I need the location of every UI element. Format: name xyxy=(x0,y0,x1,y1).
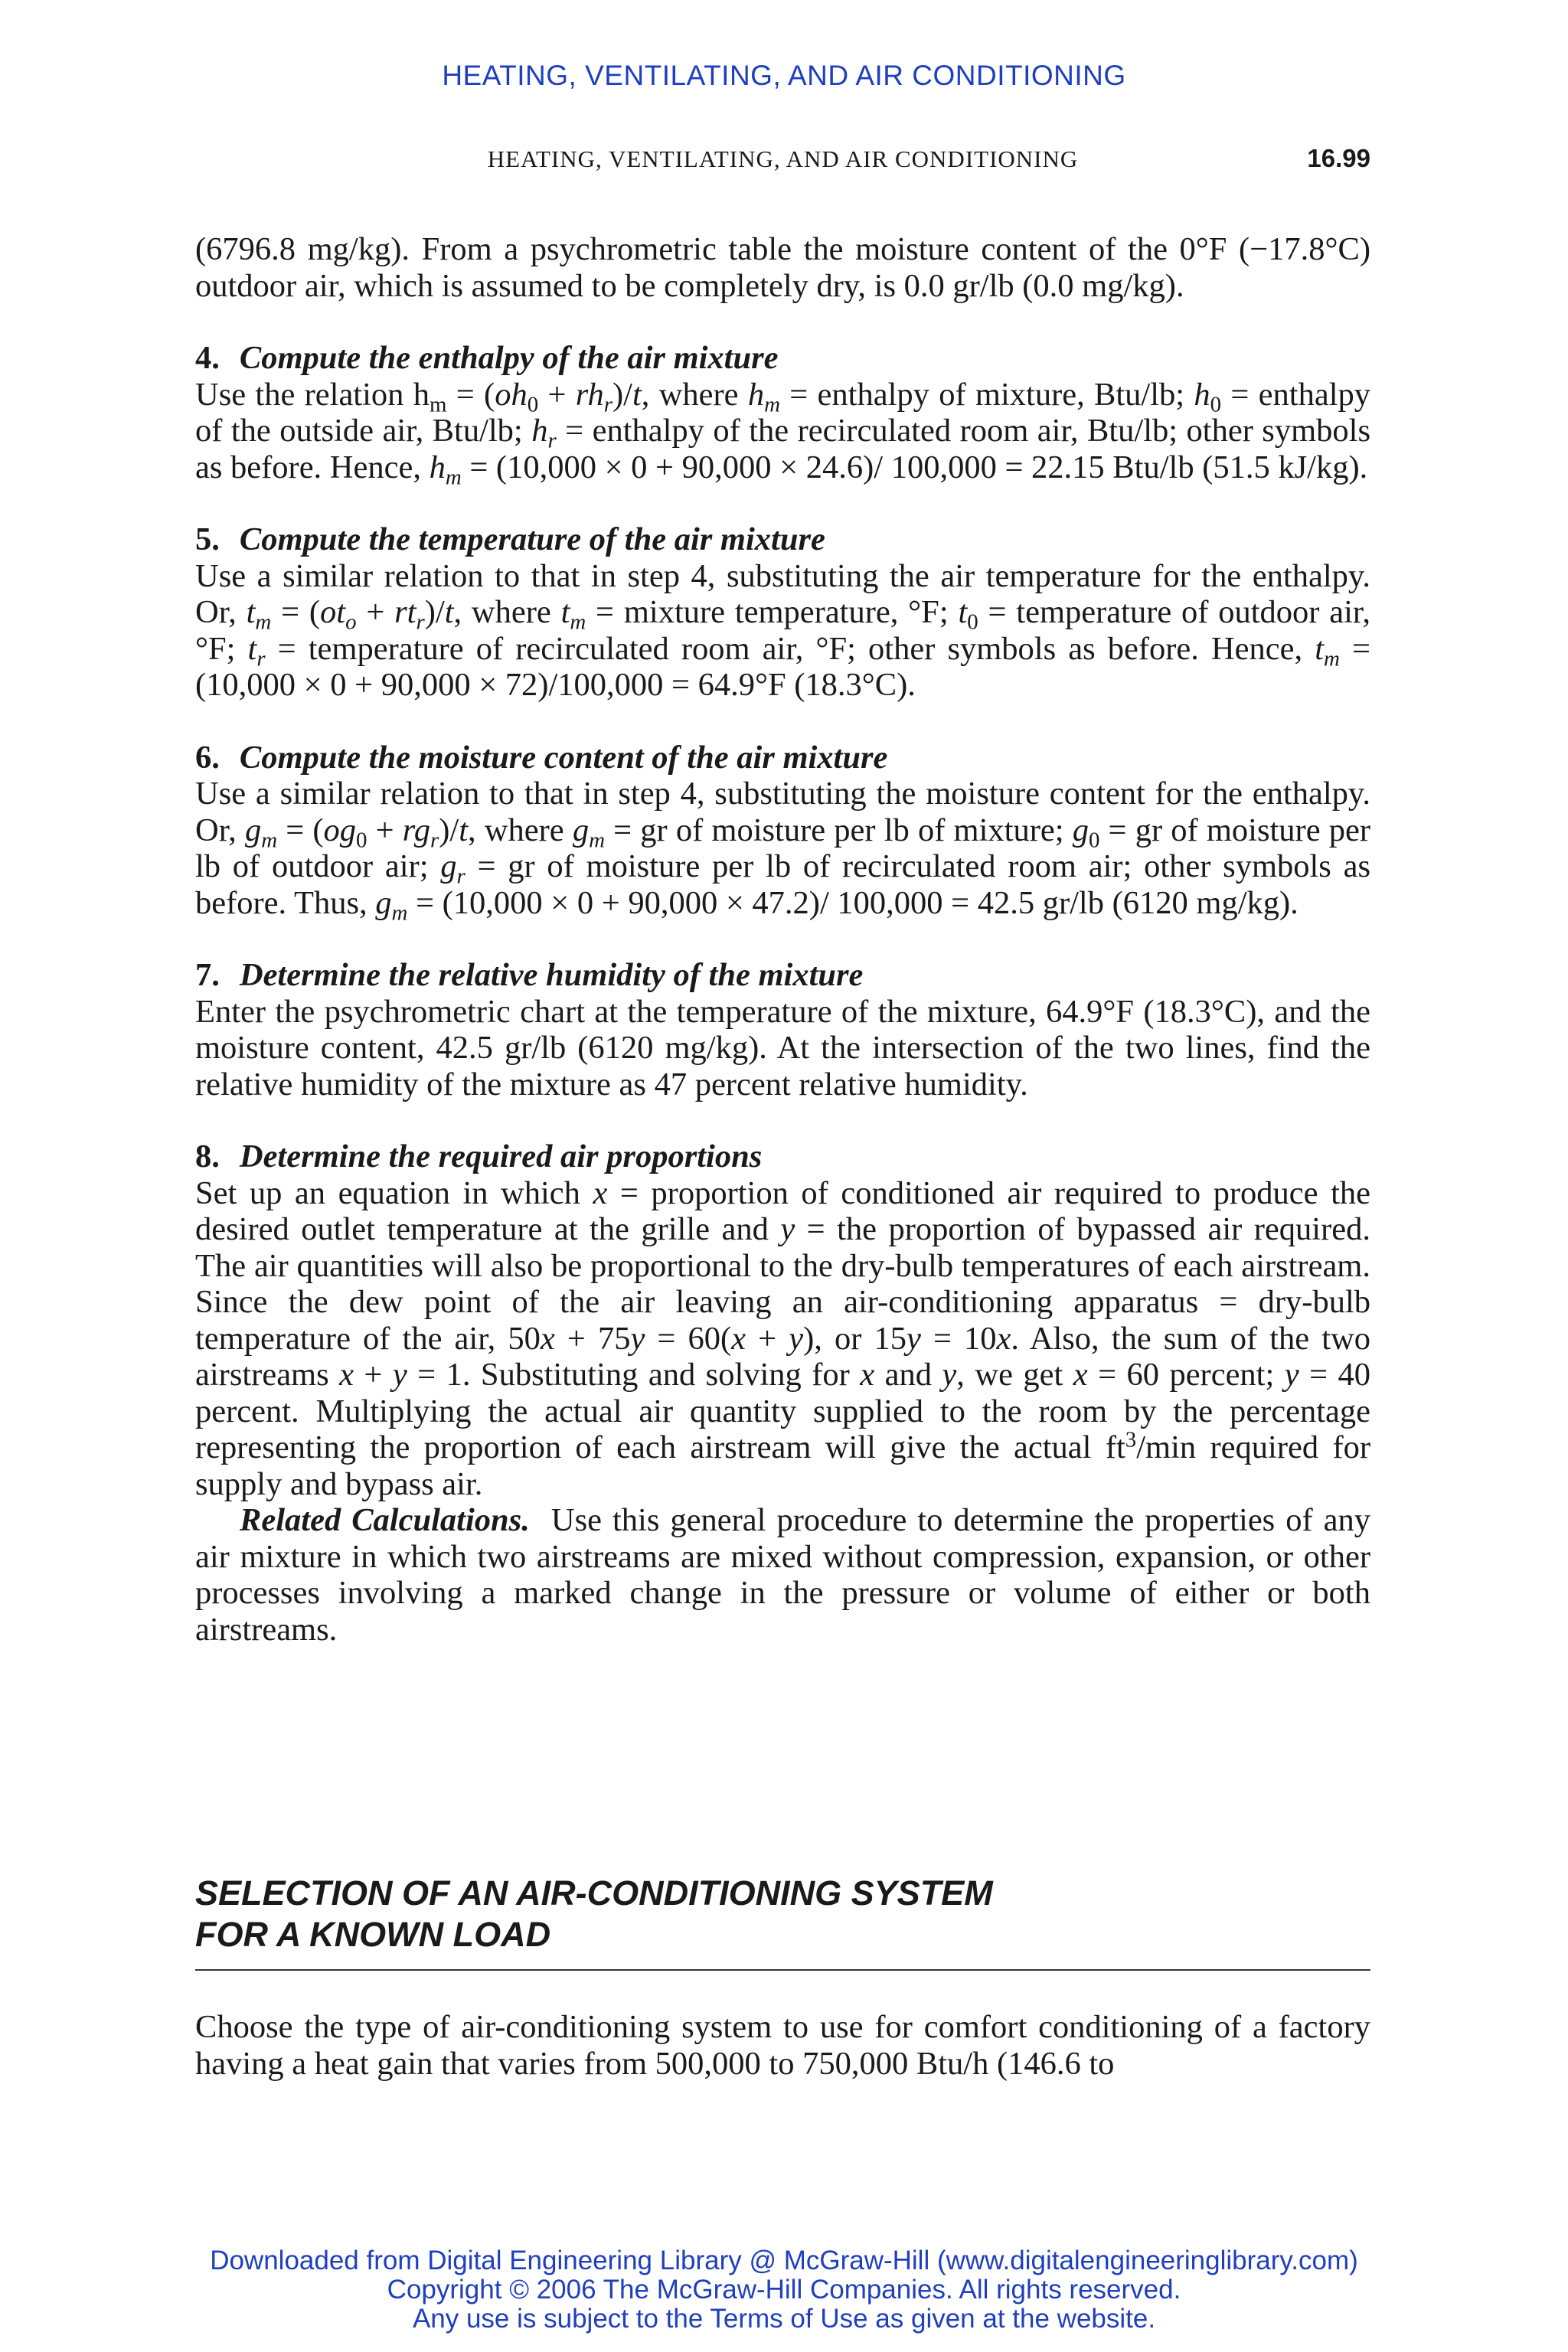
step-body-segment: rh xyxy=(575,376,604,413)
step-7 xyxy=(195,957,1370,1102)
step-body-segment: 0 xyxy=(1088,828,1100,853)
step-body-segment: g xyxy=(1072,812,1089,848)
step-heading xyxy=(195,340,1370,377)
step-title: Compute the temperature of the air mixture xyxy=(239,521,825,557)
step-body-segment: 0 xyxy=(967,609,978,635)
step-body-segment: r xyxy=(416,609,425,635)
related-calculations-text: Use this general procedure to determine the properties of any air mixture in which two airstreams are mixed without compression, expansion, or other processes involving a marked change in the pressure or volume of either or both airstreams. xyxy=(195,1502,1371,1648)
step-body-segment: + xyxy=(746,1320,789,1357)
step-body-segment: = gr of moisture per lb of mixture; xyxy=(604,812,1073,848)
step-body-segment: Enter the psychrometric chart at the temperature of the mixture, 64.9°F (18.3°C), and the moisture content, 42.5 gr/lb (6120 mg/kg). At the intersection of the two lines, find the relative humidity of the mixture as 47 percent relative humidity. xyxy=(195,993,1370,1102)
step-body-segment: , where xyxy=(468,812,573,848)
step-body-segment: y xyxy=(780,1211,795,1247)
step-body-segment: , where xyxy=(453,594,561,630)
step-body-segment: t xyxy=(459,812,469,848)
step-body-segment: m xyxy=(1324,646,1340,671)
step-body-segment: = temperature of outdoor air, °F; xyxy=(195,594,1370,667)
section-intro: Choose the type of air-conditioning system to use for comfort conditioning of a factory having a heat gain that varies from 500,000 to 750,000 Btu/h (146.6 to xyxy=(195,2009,1370,2082)
step-body-segment: t xyxy=(246,594,256,630)
step-body-segment: g xyxy=(572,812,590,848)
step-body-segment: and xyxy=(874,1357,942,1393)
step-body-segment: x xyxy=(860,1357,875,1393)
step-heading xyxy=(195,1138,1370,1175)
step-body-segment: rt xyxy=(394,594,416,630)
step-body-segment: , where xyxy=(641,376,748,413)
step-title: Determine the required air proportions xyxy=(239,1138,763,1174)
step-body-segment: g xyxy=(244,812,262,848)
top-banner: HEATING, VENTILATING, AND AIR CONDITIONING xyxy=(442,60,1126,91)
step-body xyxy=(195,558,1370,704)
step-body-segment: 0 xyxy=(1210,392,1222,417)
step-body-segment: = 40 percent. Multiplying the actual air quantity supplied to the room by the percentage representing the proportion of each airstream will give the actual ft xyxy=(195,1357,1371,1465)
step-body-segment: = 10 xyxy=(920,1320,997,1357)
step-body-segment: = 60 percent; xyxy=(1087,1357,1285,1393)
step-body-segment: + xyxy=(367,812,403,848)
step-body-segment: = 1. Substituting and solving for xyxy=(407,1357,861,1393)
step-body-segment: = (10,000 × 0 + 90,000 × 72)/100,000 = 64.9°F (18.3°C). xyxy=(195,630,1370,703)
step-body-segment: t xyxy=(247,630,257,667)
step-6 xyxy=(195,739,1370,926)
step-body-segment: = enthalpy of the recirculated room air, Btu/lb; other symbols as before. Hence, xyxy=(195,413,1370,485)
step-body-segment: r xyxy=(256,646,266,671)
step-body-segment: + xyxy=(356,594,395,630)
step-body-segment: t xyxy=(560,594,570,630)
step-body-segment: x xyxy=(540,1320,555,1357)
step-body-segment: m xyxy=(589,828,605,853)
step-body-segment: + xyxy=(538,376,576,413)
related-calculations xyxy=(195,1502,1370,1648)
step-body-segment: = (10,000 × 0 + 90,000 × 24.6)/ 100,000 = 22.15 Btu/lb (51.5 kJ/kg). xyxy=(461,449,1368,485)
section-heading-line2: FOR A KNOWN LOAD xyxy=(195,1915,551,1954)
step-body-segment: g xyxy=(440,848,457,884)
step-body-segment: oh xyxy=(495,376,528,413)
step-body xyxy=(195,1175,1370,1503)
step-body-segment: Use a similar relation to that in step 4, substituting the moisture content for the enthalpy. Or, xyxy=(195,776,1370,848)
step-body-segment: /min required for supply and bypass air. xyxy=(195,1429,1371,1502)
step-8 xyxy=(195,1138,1370,1502)
step-body-segment: x xyxy=(1073,1357,1088,1393)
step-body-segment: t xyxy=(958,594,968,630)
step-body-segment: m xyxy=(261,828,278,853)
page-body xyxy=(195,231,1370,1648)
step-body-segment: = the proportion of bypassed air required. The air quantities will also be proportional to the dry-bulb temperatures of each airstream. Since the dew point of the air leaving an air-conditioning apparatus = dry-bulb temperature of the air, 50 xyxy=(195,1211,1370,1357)
step-body-segment: 0 xyxy=(356,828,368,853)
running-head xyxy=(195,142,1370,176)
step-body-segment: y xyxy=(906,1320,921,1357)
step-body-segment: o xyxy=(345,609,357,635)
step-body xyxy=(195,776,1370,926)
step-body-segment: t xyxy=(444,594,454,630)
step-4 xyxy=(195,340,1371,490)
step-body-segment: t xyxy=(632,376,642,413)
step-body xyxy=(195,376,1371,490)
step-body-segment: ), or 15 xyxy=(803,1320,906,1357)
step-body-segment: r xyxy=(430,828,439,853)
step-body-segment: = ( xyxy=(277,812,324,848)
step-number: 7. xyxy=(195,957,220,993)
step-body-segment: = mixture temperature, °F; xyxy=(586,594,959,630)
step-body-segment: y xyxy=(942,1357,957,1393)
step-body-segment: t xyxy=(1315,630,1325,667)
step-body-segment: y xyxy=(1284,1357,1299,1393)
running-head-title: HEATING, VENTILATING, AND AIR CONDITIONING xyxy=(487,145,1079,172)
intro-paragraph: (6796.8 mg/kg). From a psychrometric table the moisture content of the 0°F (−17.8°C) outdoor air, which is assumed to be completely dry, is 0.0 gr/lb (0.0 mg/kg). xyxy=(195,231,1370,304)
step-title: Compute the enthalpy of the air mixture xyxy=(239,340,779,376)
step-body-segment: m xyxy=(570,609,586,635)
step-body-segment: = gr of moisture per lb of recirculated room air; other symbols as before. Thus, xyxy=(195,848,1370,921)
step-body-segment: y xyxy=(630,1320,645,1357)
step-body-segment: Use a similar relation to that in step 4, substituting the air temperature for the enthalpy. Or, xyxy=(195,557,1370,630)
step-body-segment: = enthalpy of mixture, Btu/lb; xyxy=(779,376,1194,413)
step-number: 5. xyxy=(195,521,220,557)
step-5 xyxy=(195,521,1370,704)
step-body-segment: r xyxy=(547,428,557,453)
step-body xyxy=(195,994,1370,1103)
step-body-segment: x xyxy=(339,1357,354,1393)
step-title: Compute the moisture content of the air mixture xyxy=(239,739,888,776)
step-body-segment: h xyxy=(531,413,548,449)
step-body-segment: , we get xyxy=(956,1357,1073,1393)
step-body-segment: x xyxy=(593,1174,608,1211)
step-body-segment: . Also, the sum of the two airstreams xyxy=(195,1320,1371,1393)
step-heading xyxy=(195,957,1370,994)
step-body-segment: y xyxy=(392,1357,407,1393)
step-body-segment: m xyxy=(445,465,462,490)
step-body-segment: h xyxy=(747,376,765,413)
step-body-segment: + xyxy=(353,1357,393,1393)
step-body-segment: x xyxy=(731,1320,746,1357)
step-body-segment: + 75 xyxy=(554,1320,631,1357)
step-body-segment: og xyxy=(323,812,357,848)
step-body-segment: m xyxy=(429,392,447,417)
step-number: 4. xyxy=(195,340,220,376)
step-body-segment: = proportion of conditioned air required to produce the desired outlet temperature at the grille and xyxy=(195,1174,1371,1247)
step-body-segment: 0 xyxy=(527,392,539,417)
step-body-segment: x xyxy=(996,1320,1011,1357)
step-body-segment: m xyxy=(255,609,272,635)
step-body-segment: g xyxy=(375,884,392,921)
step-body-segment: y xyxy=(789,1320,804,1357)
page-number: 16.99 xyxy=(1307,144,1370,172)
step-body-segment: h xyxy=(1194,376,1210,413)
step-body-segment: )/ xyxy=(424,594,445,630)
section-heading xyxy=(195,1873,1370,1971)
steps-container xyxy=(195,340,1370,1502)
footer-terms[interactable]: Any use is subject to the Terms of Use as given at the website. xyxy=(412,2304,1156,2334)
step-body-segment: )/ xyxy=(439,812,459,848)
step-body-segment: h xyxy=(429,449,446,485)
section-heading-line1: SELECTION OF AN AIR-CONDITIONING SYSTEM xyxy=(195,1873,993,1913)
step-title: Determine the relative humidity of the mixture xyxy=(239,957,864,993)
step-body-segment: rg xyxy=(402,812,431,848)
step-body-segment: Set up an equation in which xyxy=(195,1174,593,1211)
step-body-segment: ot xyxy=(320,594,346,630)
step-body-segment: r xyxy=(603,392,613,417)
footer-download-link[interactable]: Downloaded from Digital Engineering Library @ McGraw-Hill (www.digitalengineeringlibrary.com) xyxy=(210,2246,1358,2275)
step-body-segment: r xyxy=(456,864,466,889)
footer-copyright: Copyright © 2006 The McGraw-Hill Companies. All rights reserved. xyxy=(387,2275,1181,2305)
step-body-segment: = 60( xyxy=(645,1320,732,1357)
step-body-segment: Use the relation h xyxy=(195,376,430,413)
footer xyxy=(0,2246,1568,2334)
step-body-segment: = temperature of recirculated room air, °F; other symbols as before. Hence, xyxy=(265,630,1315,667)
step-number: 6. xyxy=(195,739,220,776)
step-body-segment: )/ xyxy=(612,376,632,413)
step-body-segment: = enthalpy of the outside air, Btu/lb; xyxy=(195,376,1371,449)
step-body-segment: = gr of moisture per lb of outdoor air; xyxy=(195,812,1370,884)
step-body-segment: = ( xyxy=(446,376,495,413)
step-body-segment: 3 xyxy=(1125,1427,1137,1452)
step-body-segment: m xyxy=(764,392,780,417)
step-number: 8. xyxy=(195,1138,220,1174)
related-calculations-label: Related Calculations. xyxy=(240,1502,530,1538)
step-body-segment: = (10,000 × 0 + 90,000 × 47.2)/ 100,000 = 42.5 gr/lb (6120 mg/kg). xyxy=(407,884,1298,921)
step-body-segment: m xyxy=(391,900,408,926)
step-body-segment: = ( xyxy=(271,594,320,630)
step-heading xyxy=(195,740,1370,776)
step-heading xyxy=(195,521,1370,558)
